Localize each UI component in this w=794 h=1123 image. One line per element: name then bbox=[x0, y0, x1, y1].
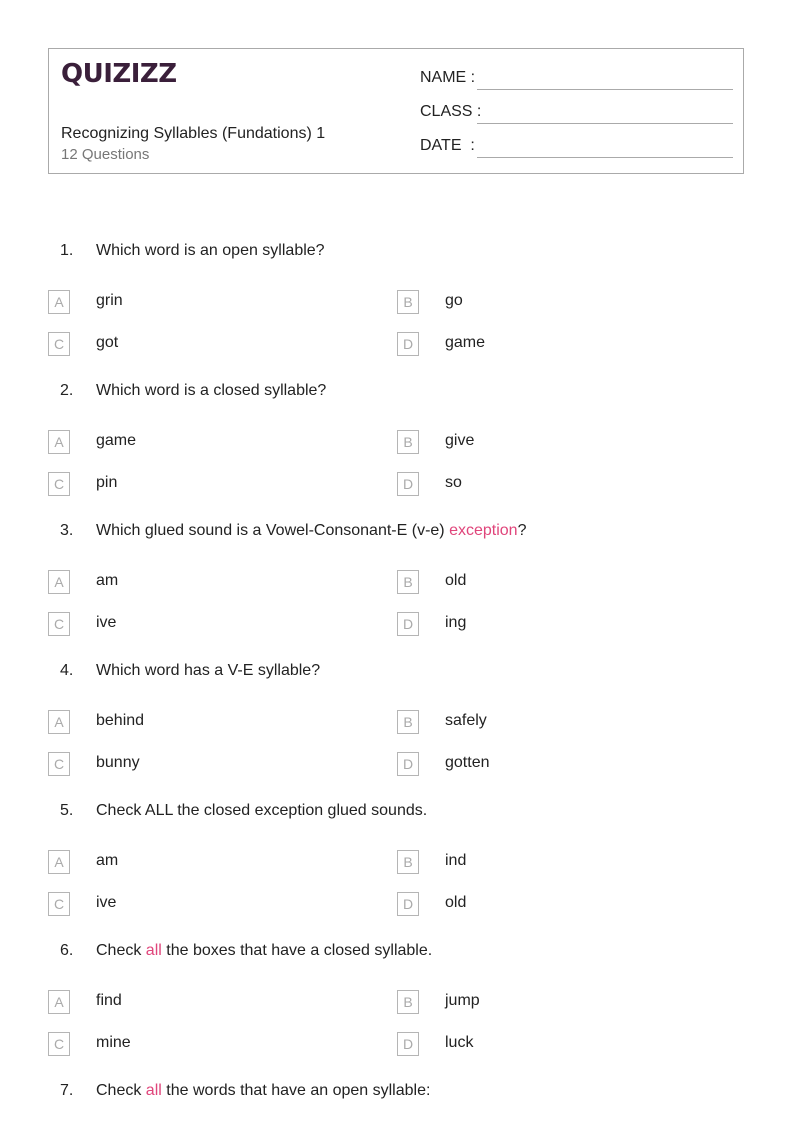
option-text: ing bbox=[445, 614, 467, 631]
option-text: safely bbox=[445, 712, 487, 729]
option-text: jump bbox=[445, 992, 480, 1009]
option-letter-box[interactable]: A bbox=[48, 570, 70, 594]
option-letter-box[interactable]: B bbox=[397, 990, 419, 1014]
option-text: game bbox=[96, 432, 137, 449]
question-number: 7. bbox=[60, 1082, 74, 1099]
question-text bbox=[96, 942, 432, 960]
question-count: 12 Questions bbox=[61, 146, 150, 163]
option-letter-box[interactable]: C bbox=[48, 612, 70, 636]
option-letter-box[interactable]: B bbox=[397, 430, 419, 454]
question-text-part: Which word is an open syllable? bbox=[96, 242, 325, 259]
option-letter-box[interactable]: A bbox=[48, 850, 70, 874]
question-text bbox=[96, 802, 427, 820]
option-text: am bbox=[96, 572, 119, 589]
highlighted-word: all bbox=[145, 1082, 162, 1099]
option-letter-box[interactable]: C bbox=[48, 1032, 70, 1056]
question-number: 4. bbox=[60, 662, 74, 679]
question-text-part: the boxes that have a closed syllable. bbox=[161, 942, 433, 959]
date-field[interactable] bbox=[477, 157, 733, 158]
question-number: 6. bbox=[60, 942, 74, 959]
date-label: DATE : bbox=[420, 137, 475, 154]
option-letter-box[interactable]: C bbox=[48, 752, 70, 776]
question-number: 2. bbox=[60, 382, 74, 399]
quizizz-logo: QUIZIZZ bbox=[61, 59, 177, 89]
option-letter-box[interactable]: D bbox=[397, 892, 419, 916]
option-letter-box[interactable]: C bbox=[48, 332, 70, 356]
question-text-part: ? bbox=[517, 522, 527, 539]
option-text: gotten bbox=[445, 754, 490, 771]
option-text: find bbox=[96, 992, 122, 1009]
option-text: game bbox=[445, 334, 486, 351]
question-text bbox=[96, 382, 326, 400]
option-text: am bbox=[96, 852, 119, 869]
question-text-part: Check bbox=[96, 942, 146, 959]
question-number: 5. bbox=[60, 802, 74, 819]
option-letter-box[interactable]: C bbox=[48, 472, 70, 496]
name-field[interactable] bbox=[477, 89, 733, 90]
option-text: grin bbox=[96, 292, 123, 309]
option-letter-box[interactable]: B bbox=[397, 570, 419, 594]
question-text bbox=[96, 522, 526, 540]
option-text: bunny bbox=[96, 754, 140, 771]
question-number: 1. bbox=[60, 242, 74, 259]
question-text-part: the words that have an open syllable: bbox=[161, 1082, 431, 1099]
question-text bbox=[96, 242, 325, 260]
option-text: pin bbox=[96, 474, 118, 491]
option-text: got bbox=[96, 334, 119, 351]
class-field[interactable] bbox=[477, 123, 733, 124]
option-text: ind bbox=[445, 852, 467, 869]
option-text: so bbox=[445, 474, 462, 491]
option-text: old bbox=[445, 572, 467, 589]
option-text: luck bbox=[445, 1034, 474, 1051]
option-text: old bbox=[445, 894, 467, 911]
option-letter-box[interactable]: A bbox=[48, 290, 70, 314]
option-letter-box[interactable]: D bbox=[397, 612, 419, 636]
option-letter-box[interactable]: C bbox=[48, 892, 70, 916]
option-letter-box[interactable]: D bbox=[397, 1032, 419, 1056]
option-letter-box[interactable]: B bbox=[397, 290, 419, 314]
question-text-part: Which word is a closed syllable? bbox=[96, 382, 327, 399]
option-letter-box[interactable]: B bbox=[397, 850, 419, 874]
option-letter-box[interactable]: D bbox=[397, 752, 419, 776]
question-text-part: Which word has a V-E syllable? bbox=[96, 662, 321, 679]
question-text bbox=[96, 662, 320, 680]
question-text bbox=[96, 1082, 430, 1100]
highlighted-word: exception bbox=[449, 522, 518, 539]
class-label: CLASS : bbox=[420, 103, 482, 120]
option-letter-box[interactable]: B bbox=[397, 710, 419, 734]
highlighted-word: all bbox=[145, 942, 162, 959]
option-text: ive bbox=[96, 614, 117, 631]
question-text-part: Check bbox=[96, 1082, 146, 1099]
option-text: ive bbox=[96, 894, 117, 911]
option-text: behind bbox=[96, 712, 145, 729]
option-letter-box[interactable]: A bbox=[48, 430, 70, 454]
question-number: 3. bbox=[60, 522, 74, 539]
question-text-part: Which glued sound is a Vowel-Consonant-E (v-e) bbox=[96, 522, 450, 539]
option-letter-box[interactable]: D bbox=[397, 332, 419, 356]
worksheet-header bbox=[48, 48, 744, 174]
option-text: mine bbox=[96, 1034, 131, 1051]
option-text: give bbox=[445, 432, 475, 449]
option-letter-box[interactable]: A bbox=[48, 990, 70, 1014]
option-letter-box[interactable]: D bbox=[397, 472, 419, 496]
option-text: go bbox=[445, 292, 463, 309]
option-letter-box[interactable]: A bbox=[48, 710, 70, 734]
name-label: NAME : bbox=[420, 69, 476, 86]
question-text-part: Check ALL the closed exception glued sounds. bbox=[96, 802, 428, 819]
worksheet-title: Recognizing Syllables (Fundations) 1 bbox=[61, 125, 326, 142]
